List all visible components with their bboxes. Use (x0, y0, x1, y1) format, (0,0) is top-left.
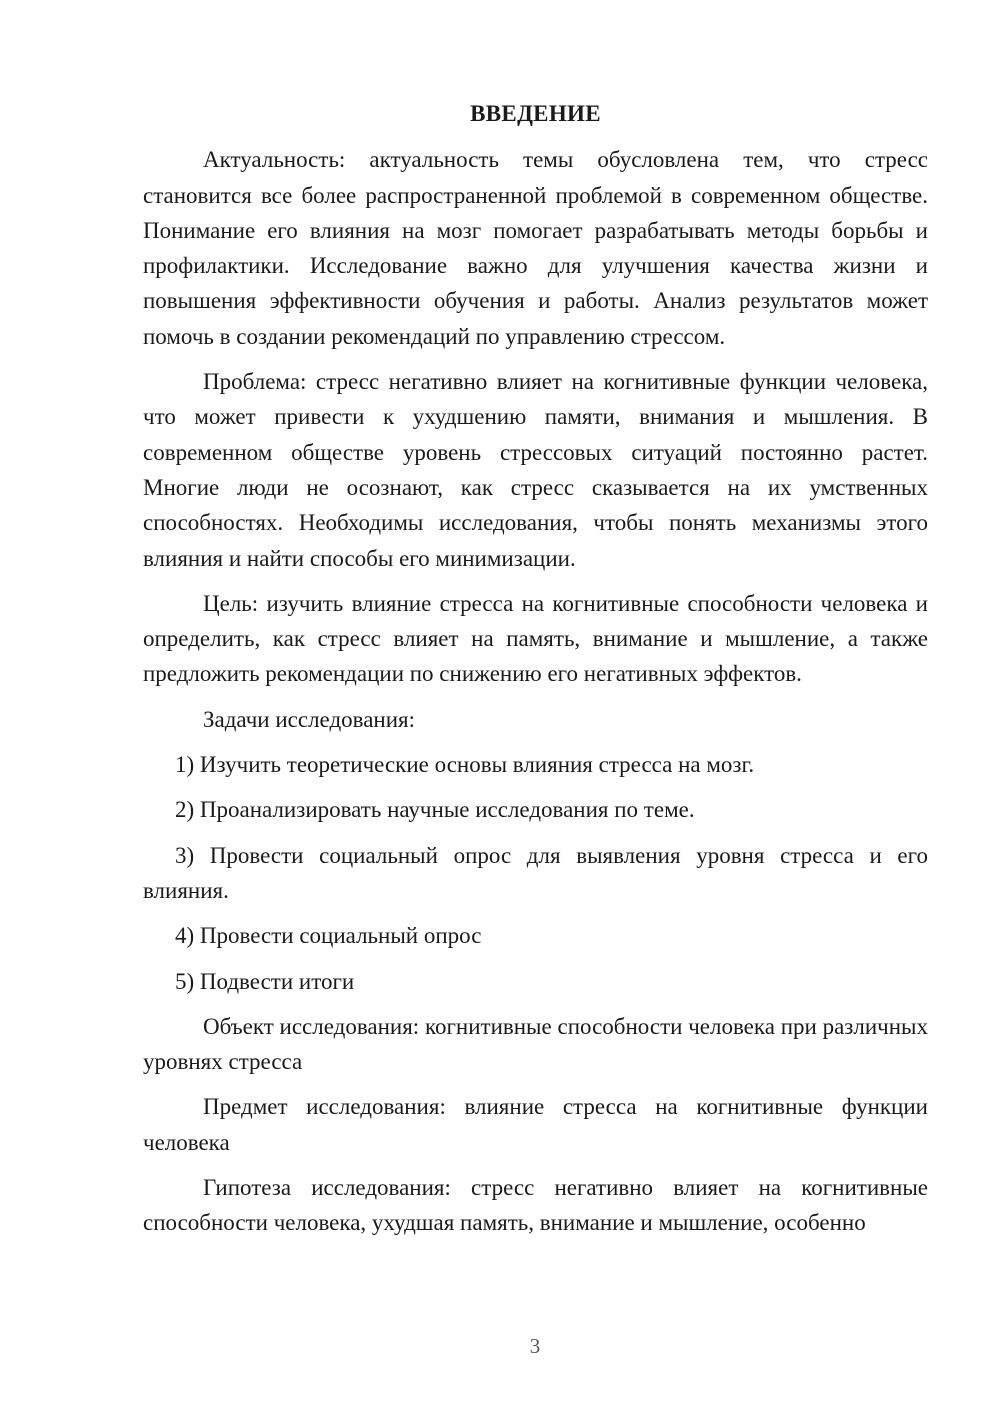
paragraph-relevance: Актуальность: актуальность темы обусловлена тем, что стресс становится все более распространенной проблемой в современном обществе. Понимание его влияния на мозг помогает разрабатывать методы борьбы и профилактики. Исследование важно для улучшения качества жизни и повышения эффективности обучения и работы. Анализ результатов может помочь в создании рекомендаций по управлению стрессом. (143, 147, 928, 349)
paragraph-object: Объект исследования: когнитивные способности человека при различных уровнях стресса (143, 1013, 928, 1075)
paragraph-goal: Цель: изучить влияние стресса на когнитивные способности человека и определить, как стресс влияет на память, внимание и мышление, а также предложить рекомендации по снижению его негативных эффектов. (143, 590, 928, 687)
task-item-5: 5) Подвести итоги (175, 968, 355, 994)
page-number: 3 (529, 1334, 541, 1358)
paragraph-hypothesis: Гипотеза исследования: стресс негативно влияет на когнитивные способности человека, ухудшая память, внимание и мышление, особенно (143, 1175, 928, 1236)
task-item-3: 3) Провести социальный опрос для выявления уровня стресса и его влияния. (143, 842, 928, 903)
task-item-1: 1) Изучить теоретические основы влияния стресса на мозг. (175, 752, 755, 778)
task-item-4: 4) Провести социальный опрос (175, 923, 482, 949)
page-content (143, 96, 928, 1251)
tasks-title: Задачи исследования: (203, 706, 416, 732)
paragraph-problem: Проблема: стресс негативно влияет на когнитивные функции человека, что может привести к ухудшению памяти, внимания и мышления. В современном обществе уровень стрессовых ситуаций постоянно растет. Многие люди не осознают, как стресс сказывается на их умственных способностях. Необходимы исследования, чтобы понять механизмы этого влияния и найти способы его минимизации. (143, 369, 928, 571)
paragraph-subject: Предмет исследования: влияние стресса на когнитивные функции человека (143, 1094, 928, 1155)
task-item-2: 2) Проанализировать научные исследования по теме. (175, 797, 695, 823)
section-heading: ВВЕДЕНИЕ (470, 101, 601, 126)
